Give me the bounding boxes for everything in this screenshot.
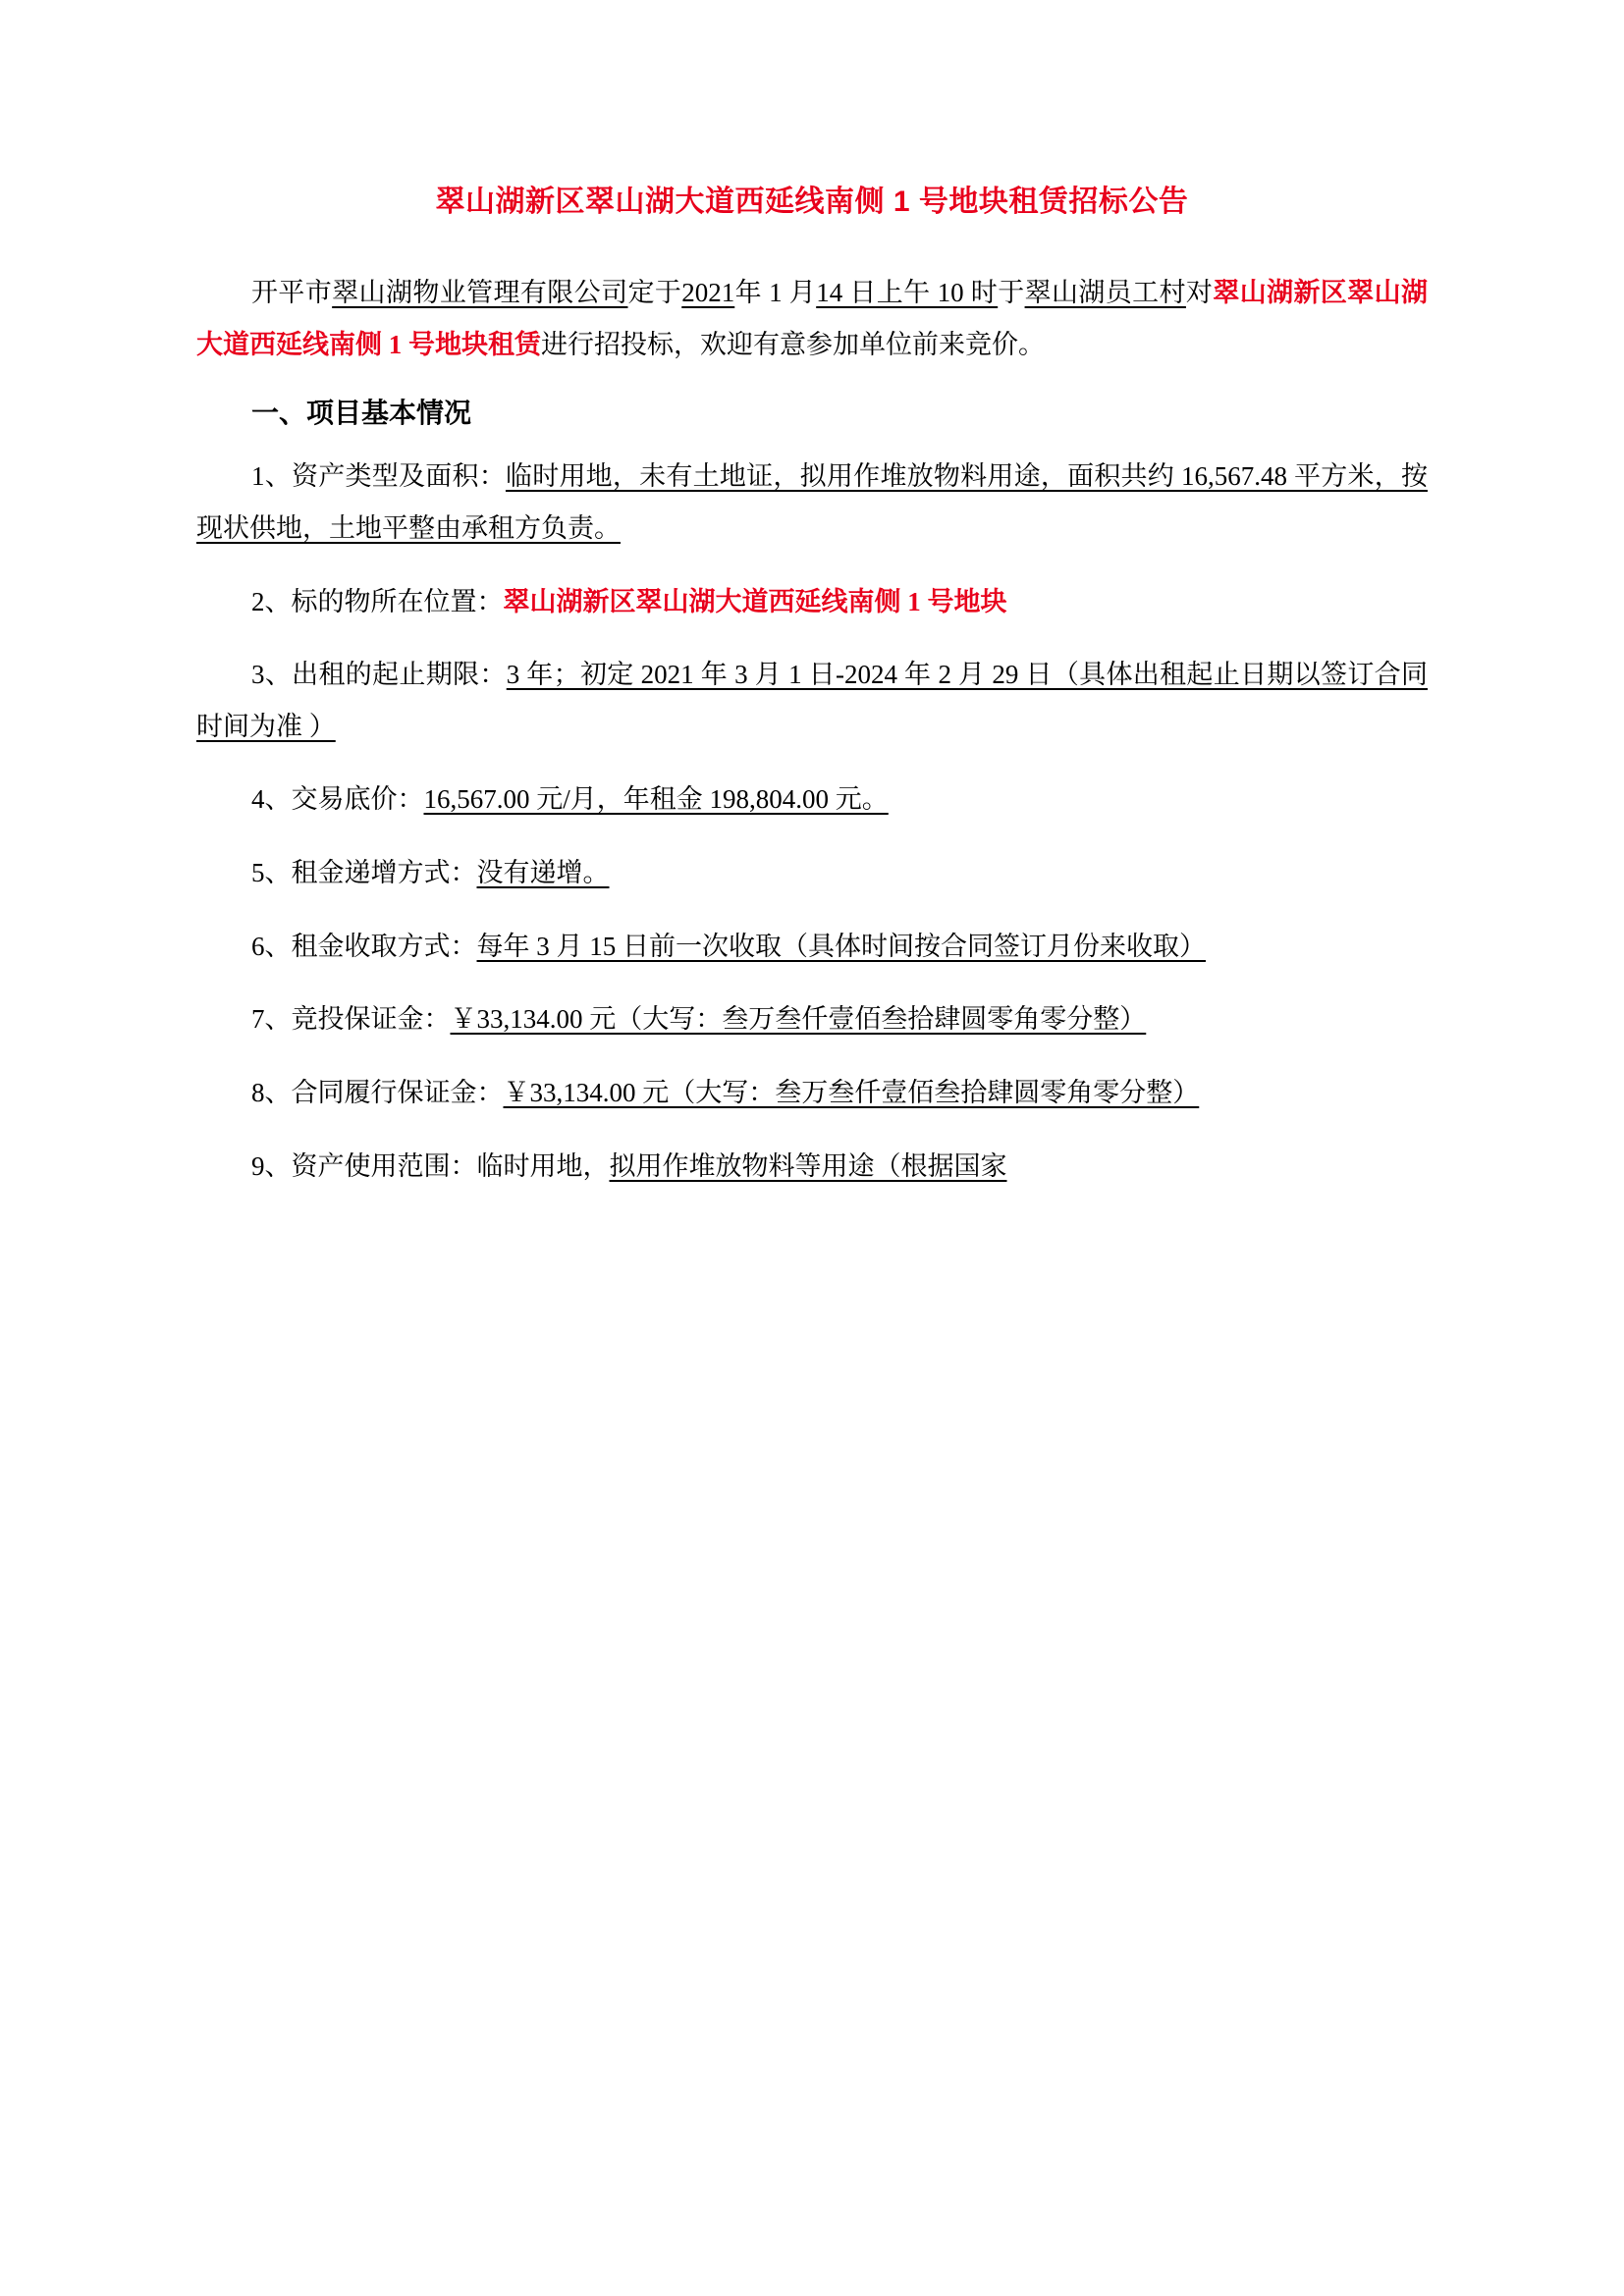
intro-month: 年 1 月 — [734, 278, 817, 307]
page-title: 翠山湖新区翠山湖大道西延线南侧 1 号地块租赁招标公告 — [435, 186, 1189, 218]
intro-paragraph — [196, 267, 1428, 370]
item-label-asset-type: 1、资产类型及面积： — [251, 461, 506, 492]
item-label-usage-scope: 9、资产使用范围：临时用地， — [251, 1150, 610, 1181]
list-item — [196, 774, 1428, 826]
intro-company-name: 翠山湖物业管理有限公司 — [332, 278, 628, 307]
item-value-rent-collection: 每年 3 月 15 日前一次收取（具体时间按合同签订月份来收取） — [476, 931, 1206, 961]
item-value-lease-term: 3 年；初定 2021 年 3 月 1 日-2024 年 2 月 29 日（具体出租起止日期以签订合同时间为准 ） — [196, 660, 1429, 741]
item-label-base-price: 4、交易底价： — [251, 784, 424, 815]
item-value-location: 翠山湖新区翠山湖大道西延线南侧 1 号地块 — [503, 586, 1007, 616]
intro-location: 翠山湖员工村 — [1024, 278, 1186, 307]
item-value-performance-deposit: ￥33,134.00 元（大写：叁万叁仟壹佰叁拾肆圆零角零分整） — [503, 1078, 1200, 1108]
intro-text-company-prefix: 开平市 — [251, 278, 333, 307]
intro-target-prefix: 对 — [1185, 278, 1214, 307]
intro-location-prefix: 于 — [998, 278, 1025, 307]
item-value-usage-scope: 拟用作堆放物料等用途（根据国家 — [609, 1150, 1007, 1181]
item-label-rent-increase: 5、租金递增方式： — [251, 858, 477, 888]
list-item — [196, 993, 1428, 1045]
item-label-performance-deposit: 8、合同履行保证金： — [251, 1078, 504, 1108]
list-item — [196, 649, 1428, 752]
item-label-bid-deposit: 7、竞投保证金： — [251, 1004, 451, 1035]
list-item — [196, 847, 1428, 899]
list-item — [196, 451, 1428, 554]
item-value-base-price: 16,567.00 元/月，年租金 198,804.00 元。 — [423, 784, 889, 815]
intro-target-name: 翠山湖新区翠山湖大道西延线南侧 1 号地块租赁 — [196, 278, 1429, 359]
intro-tail: 进行招投标，欢迎有意参加单位前来竞价。 — [541, 329, 1045, 359]
intro-text-schedule: 定于 — [627, 278, 682, 307]
list-item — [196, 921, 1428, 973]
item-label-rent-collection: 6、租金收取方式： — [251, 931, 477, 961]
list-item — [196, 1141, 1428, 1193]
item-label-lease-term: 3、出租的起止期限： — [251, 660, 507, 690]
list-item — [196, 576, 1428, 628]
item-label-location: 2、标的物所在位置： — [251, 586, 504, 616]
item-value-rent-increase: 没有递增。 — [476, 858, 610, 888]
item-value-asset-type: 临时用地，未有土地证，拟用作堆放物料用途，面积共约 16,567.48 平方米，按现状供地，土地平整由承租方负责。 — [196, 461, 1429, 543]
item-value-bid-deposit: ￥33,134.00 元（大写：叁万叁仟壹佰叁拾肆圆零角零分整） — [450, 1004, 1147, 1035]
intro-year: 2021 — [681, 278, 735, 307]
section-heading-basic-info: 一、项目基本情况 — [251, 398, 472, 429]
intro-day-time: 14 日上午 10 时 — [816, 278, 999, 307]
list-item — [196, 1067, 1428, 1119]
